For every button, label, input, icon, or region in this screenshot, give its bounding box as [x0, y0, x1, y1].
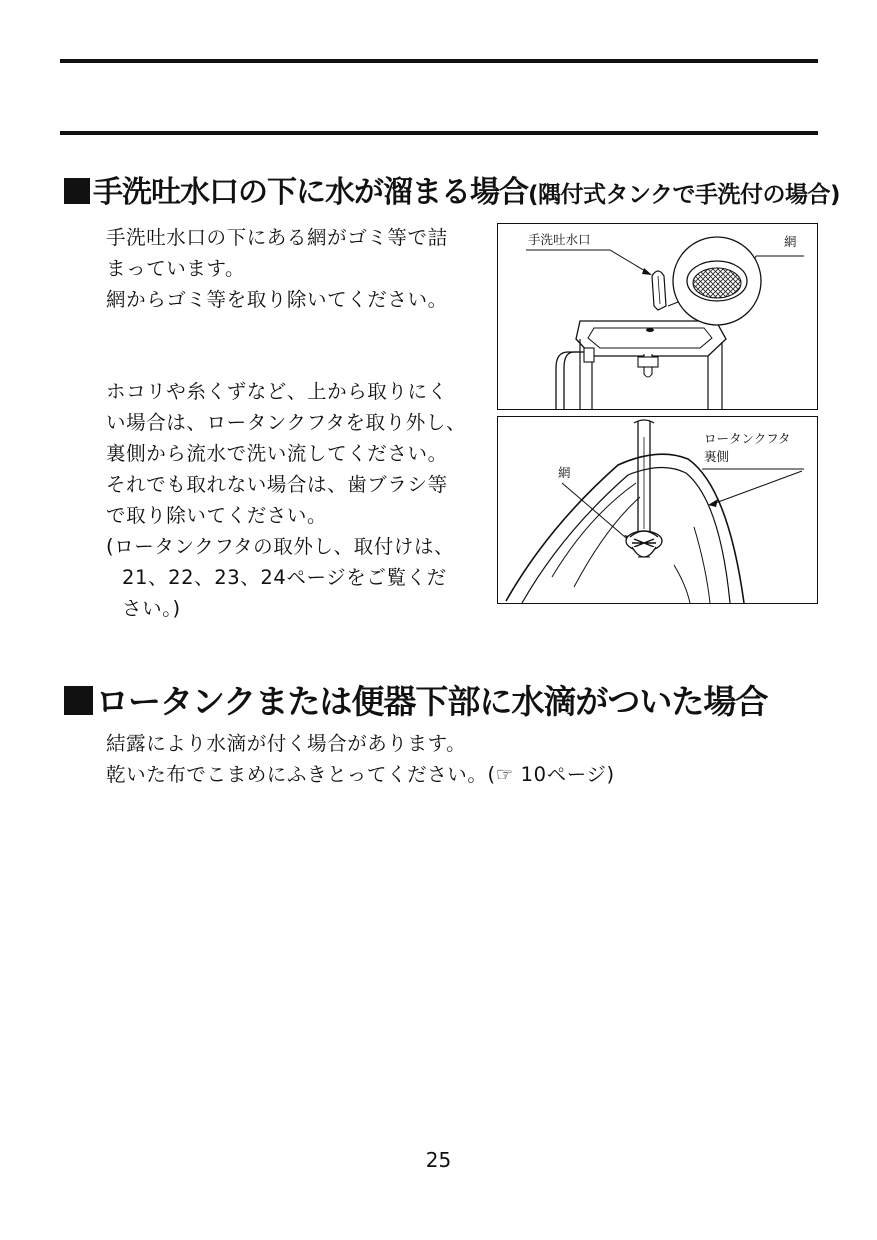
text-line: 手洗吐水口の下にある網がゴミ等で詰	[106, 226, 448, 249]
text-line: さい。)	[122, 597, 181, 620]
page-number: 25	[425, 1148, 452, 1172]
figure-lid-underside	[497, 416, 818, 604]
section1-paragraph-1	[106, 222, 448, 315]
label-lid-line2: 裏側	[704, 449, 730, 464]
label-mesh: 網	[558, 465, 571, 480]
text-line: (ロータンクフタの取外し、取付けは、	[106, 535, 455, 558]
section2-paragraph	[106, 728, 615, 790]
section1-paragraph-2	[106, 376, 466, 624]
section1-title-paren: (隅付式タンクで手洗付の場合)	[528, 182, 841, 208]
lid-underside-illustration	[498, 417, 817, 603]
text-line: 乾いた布でこまめにふきとってください。(☞ 10ページ)	[106, 763, 615, 786]
text-line: まっています。	[106, 257, 246, 280]
tank-spout-illustration	[498, 224, 817, 409]
text-line: で取り除いてください。	[106, 504, 328, 527]
section1-title: 手洗吐水口の下に水が溜まる場合	[93, 175, 528, 210]
text-line: それでも取れない場合は、歯ブラシ等	[106, 473, 448, 496]
text-line: 裏側から流水で洗い流してください。	[106, 442, 448, 465]
text-line: 結露により水滴が付く場合があります。	[106, 732, 467, 755]
label-lid-line1: ロータンクフタ	[704, 431, 791, 446]
text-line: い場合は、ロータンクフタを取り外し、	[106, 411, 467, 434]
square-bullet-icon	[64, 686, 93, 715]
figure-spout-mesh	[497, 223, 818, 410]
label-spout: 手洗吐水口	[528, 232, 591, 247]
section1-heading	[64, 175, 841, 210]
text-line: 21、22、23、24ページをご覧くだ	[122, 566, 447, 589]
section2-heading	[64, 682, 768, 721]
label-mesh: 網	[784, 234, 797, 249]
text-line: 網からゴミ等を取り除いてください。	[106, 288, 448, 311]
section2-title: ロータンクまたは便器下部に水滴がついた場合	[96, 682, 768, 721]
top-rule	[60, 59, 818, 63]
square-bullet-icon	[64, 178, 90, 204]
text-line: ホコリや糸くずなど、上から取りにく	[106, 380, 448, 403]
header-rule	[60, 131, 818, 135]
